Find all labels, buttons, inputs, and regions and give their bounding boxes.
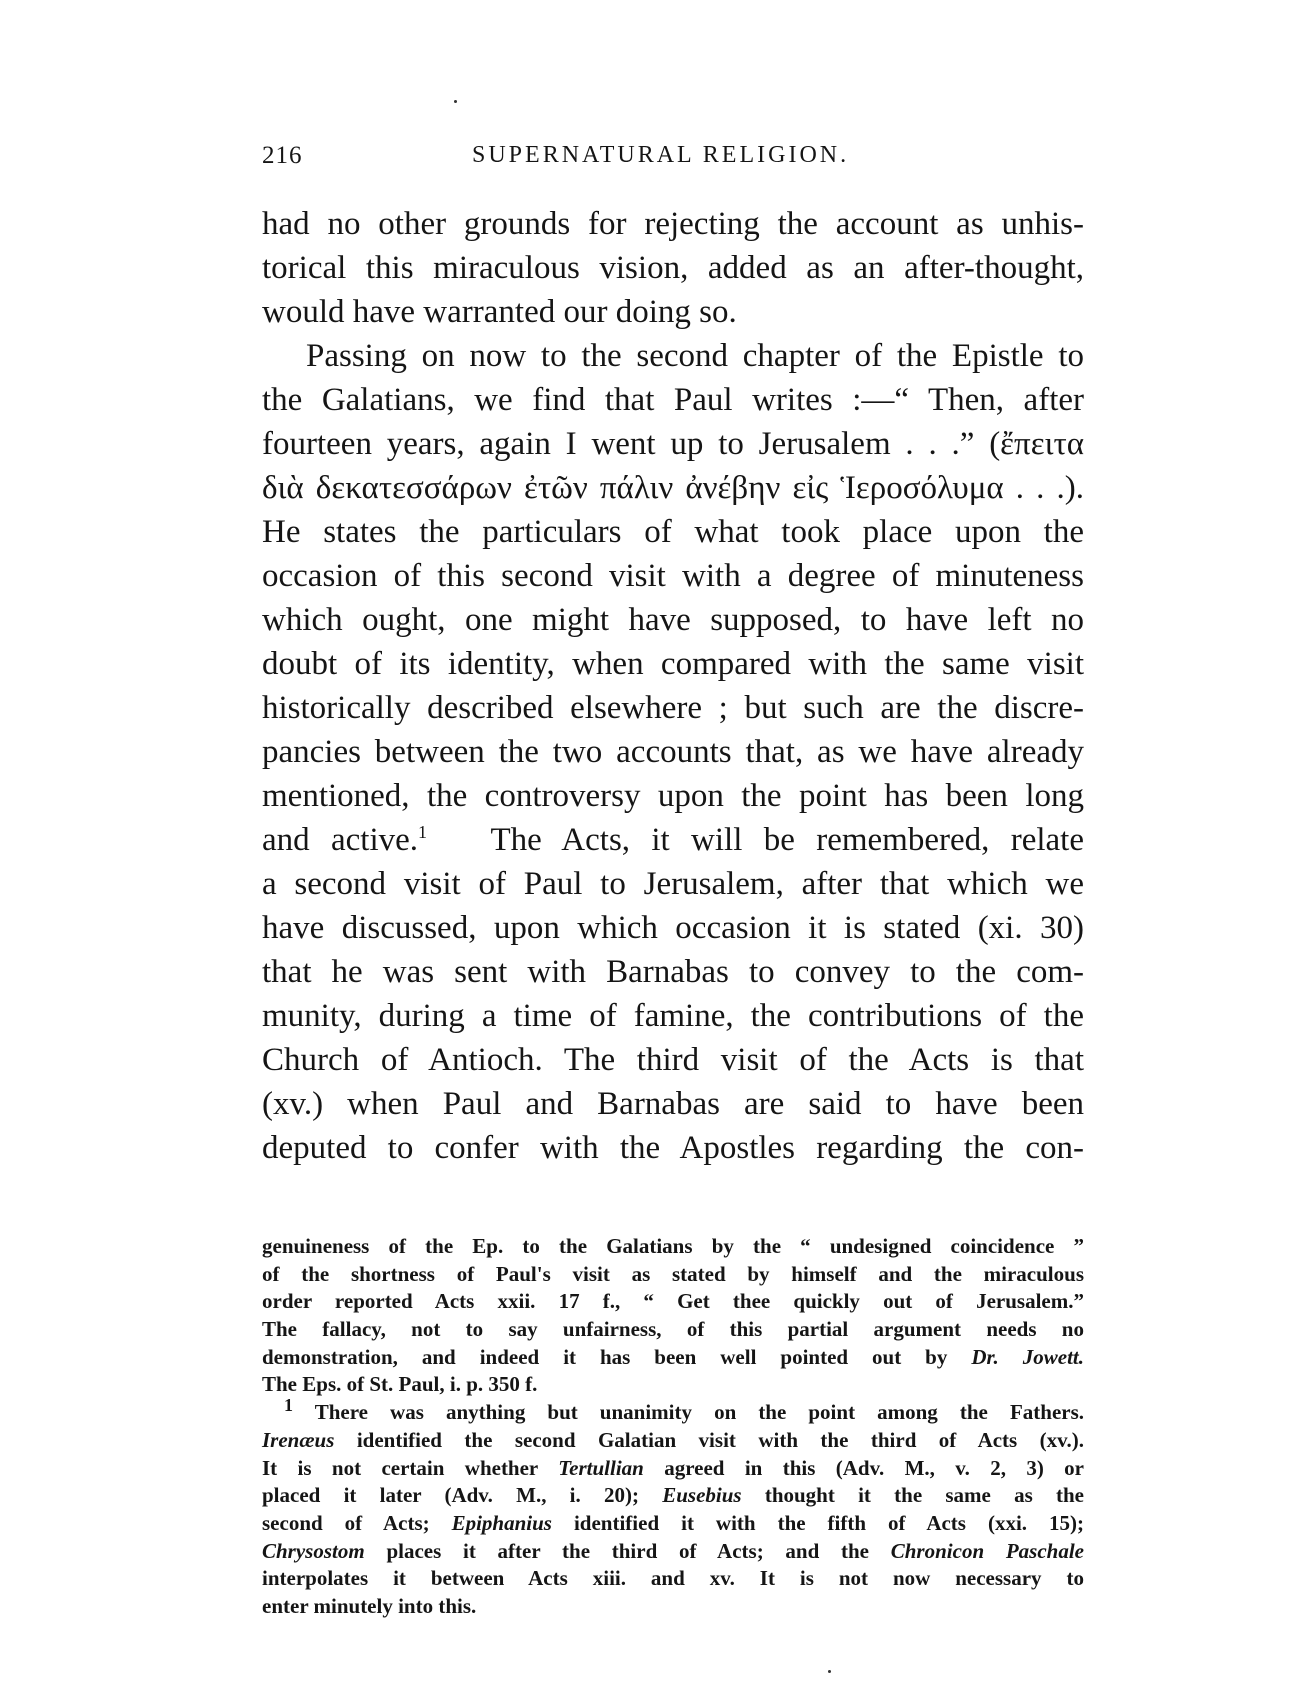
footnote-line: The Eps. of St. Paul, i. p. 350 f. (262, 1372, 538, 1397)
text-line: (xv.) when Paul and Barnabas are said to have been (262, 1086, 1084, 1122)
footnote-line (262, 1455, 1084, 1483)
text-fragment: agreed in this (Adv. M., v. 2, 3) or (664, 1455, 1084, 1480)
footnote-line (262, 1427, 1084, 1455)
author-name: Epiphanius (451, 1510, 552, 1535)
text-fragment: and active. (262, 822, 419, 858)
main-text (262, 202, 1084, 1170)
text-line: a second visit of Paul to Jerusalem, after that which we (262, 866, 1084, 902)
text-line: would have warranted our doing so. (262, 294, 737, 330)
text-fragment: placed it later (Adv. M., i. 20); (262, 1483, 639, 1508)
text-fragment: demonstration, and indeed it has been well pointed out by (262, 1344, 948, 1369)
text-line: which ought, one might have supposed, to have left no (262, 602, 1084, 638)
footnote-line (262, 1510, 1084, 1538)
footnote-reference: 1 (418, 822, 428, 842)
text-line: deputed to confer with the Apostles regarding the con- (262, 1130, 1084, 1166)
page-number: 216 (262, 142, 303, 169)
footnote-line: genuineness of the Ep. to the Galatians by the “ undesigned coincidence ” (262, 1234, 1084, 1258)
footnote-line: enter minutely into this. (262, 1593, 477, 1618)
text-line: mentioned, the controversy upon the point has been long (262, 778, 1084, 814)
footnote-line: interpolates it between Acts xiii. and xv. It is not now necessary to (262, 1566, 1084, 1591)
text-line: pancies between the two accounts that, as we have already (262, 734, 1084, 770)
text-line: Church of Antioch. The third visit of the Acts is that (262, 1042, 1084, 1078)
text-line: torical this miraculous vision, added as an after-thought, (262, 250, 1084, 286)
running-head (262, 142, 1082, 176)
page-speck (828, 1670, 831, 1673)
text-fragment: second of Acts; (262, 1510, 430, 1535)
text-line: doubt of its identity, when compared with the same visit (262, 646, 1084, 682)
running-title: SUPERNATURAL RELIGION. (472, 142, 850, 168)
text-line: fourteen years, again I went up to Jerusalem . . .” (ἔπειτα (262, 426, 1084, 462)
footnote-line: The fallacy, not to say unfairness, of this partial argument needs no (262, 1317, 1084, 1342)
page-speck (454, 100, 457, 103)
author-name: Dr. Jowett. (971, 1344, 1084, 1369)
text-fragment: identified the second Galatian visit with the third of Acts (xv.). (356, 1427, 1084, 1452)
text-line: had no other grounds for rejecting the account as unhis- (262, 206, 1084, 242)
footnote-line (262, 1538, 1084, 1566)
footnote-line: order reported Acts xxii. 17 f., “ Get thee quickly out of Jerusalem.” (262, 1289, 1084, 1314)
text-fragment: places it after the third of Acts; and the (386, 1538, 870, 1563)
footnote-line (262, 1482, 1084, 1510)
author-name: Irenæus (262, 1427, 335, 1452)
text-fragment: The Acts, it will be remembered, relate (490, 822, 1084, 858)
text-fragment: identified it with the fifth of Acts (xxi. 15); (573, 1510, 1084, 1535)
footnote-line (262, 1395, 1085, 1427)
text-fragment: It is not certain whether (262, 1455, 538, 1480)
text-line: the Galatians, we find that Paul writes :—“ Then, after (262, 382, 1084, 418)
greek-text-line: διὰ δεκατεσσάρων ἐτῶν πάλιν ἀνέβην εἰς Ἱεροσόλυμα . . .). (262, 470, 1084, 506)
author-name: Chrysostom (262, 1538, 365, 1563)
author-name: Eusebius (662, 1483, 742, 1508)
author-name: Tertullian (558, 1455, 644, 1480)
text-line: have discussed, upon which occasion it is stated (xi. 30) (262, 910, 1084, 946)
text-line (262, 818, 1084, 862)
text-line: munity, during a time of famine, the contributions of the (262, 998, 1084, 1034)
text-fragment: There was anything but unanimity on the point among the Fathers. (314, 1400, 1085, 1425)
work-title: Chronicon Paschale (890, 1538, 1085, 1563)
footnotes (262, 1233, 1084, 1621)
footnote-line: of the shortness of Paul's visit as stated by himself and the miraculous (262, 1261, 1084, 1286)
text-line: occasion of this second visit with a degree of minuteness (262, 558, 1084, 594)
footnote-line (262, 1344, 1084, 1372)
text-line: Passing on now to the second chapter of the Epistle to (306, 338, 1084, 374)
text-line: historically described elsewhere ; but such are the discre- (262, 690, 1084, 726)
text-line: that he was sent with Barnabas to convey to the com- (262, 954, 1084, 990)
footnote-marker: 1 (284, 1395, 293, 1416)
text-fragment: thought it the same as the (764, 1483, 1084, 1508)
text-line: He states the particulars of what took place upon the (262, 514, 1084, 550)
